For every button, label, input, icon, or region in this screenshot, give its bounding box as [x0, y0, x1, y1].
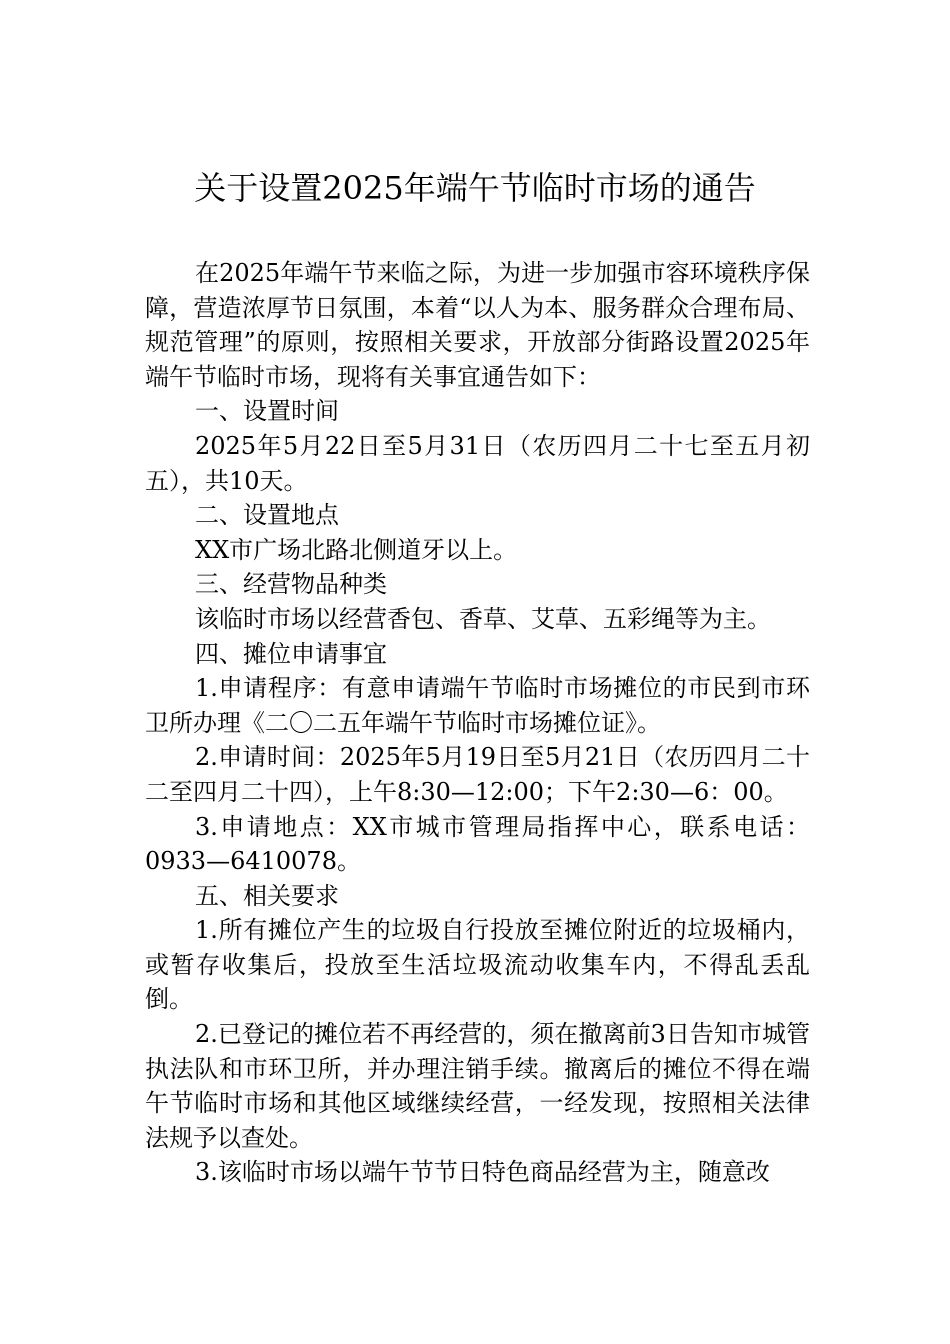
section-heading-time: 一、设置时间	[195, 397, 339, 426]
paragraph-goods: 该临时市场以经营香包、香草、艾草、五彩绳等为主。	[195, 604, 771, 633]
paragraph-requirement-2: 2.已登记的摊位若不再经营的，须在撤离前3日告知市城管执法队和市环卫所，并办理注销手续。撤离后的摊位不得在端午节临时市场和其他区域继续经营，一经发现，按照相关法律法规予以查处。	[145, 1020, 810, 1152]
document-body	[145, 256, 810, 1190]
document-title: 关于设置2025年端午节临时市场的通告	[194, 169, 756, 207]
section-heading-requirements: 五、相关要求	[195, 881, 339, 910]
section-heading-goods: 三、经营物品种类	[195, 570, 387, 599]
paragraph-requirement-3: 3.该临时市场以端午节节日特色商品经营为主，随意改	[195, 1158, 770, 1187]
paragraph-application-time: 2.申请时间：2025年5月19日至5月21日（农历四月二十二至四月二十四），上午8:30—12:00；下午2:30—6：00。	[145, 743, 810, 806]
paragraph-application-place: 3.申请地点：XX市城市管理局指挥中心，联系电话：0933—6410078。	[145, 812, 810, 876]
paragraph-time: 2025年5月22日至5月31日（农历四月二十七至五月初五），共10天。	[145, 431, 810, 495]
section-heading-application: 四、摊位申请事宜	[195, 639, 387, 668]
paragraph-location: XX市广场北路北侧道牙以上。	[195, 535, 518, 564]
intro-paragraph: 在2025年端午节来临之际，为进一步加强市容环境秩序保障，营造浓厚节日氛围，本着“以人为本、服务群众合理布局、规范管理”的原则，按照相关要求，开放部分街路设置2025年端午节临时市场，现将有关事宜通告如下：	[145, 259, 810, 391]
paragraph-application-procedure: 1.申请程序：有意申请端午节临时市场摊位的市民到市环卫所办理《二〇二五年端午节临时市场摊位证》。	[145, 674, 810, 737]
section-heading-location: 二、设置地点	[195, 501, 339, 530]
paragraph-requirement-1: 1.所有摊位产生的垃圾自行投放至摊位附近的垃圾桶内，或暂存收集后，投放至生活垃圾流动收集车内，不得乱丢乱倒。	[145, 916, 810, 1014]
